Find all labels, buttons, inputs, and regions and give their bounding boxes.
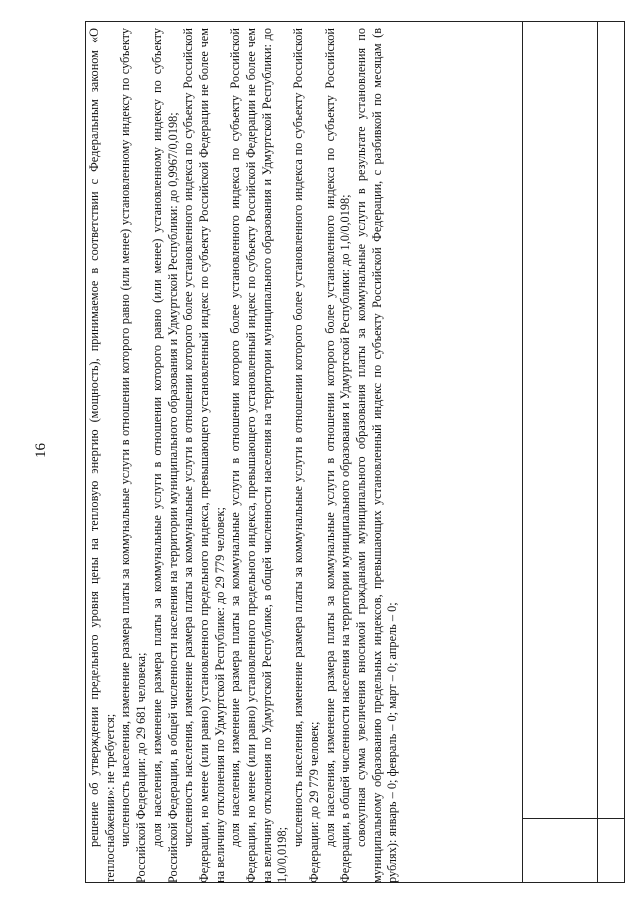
- paragraph: численность населения, изменение размера платы за коммунальные услуги в отношении которого более установленного индекса по субъекту Российской Федерации: до 29 779 человек;: [291, 28, 321, 883]
- paragraph: совокупная сумма увеличения вносимой гражданами муниципального образования платы за коммунальные услуги в результате установления по муниципальному образованию предельных индексов, превышающих установленный индекс по субъекту Российской Федерации, с разбивкой по месяцам (в рублях): январь – 0; февраль – 0; март – 0; апрель – 0;: [353, 28, 400, 883]
- rotated-page: [85, 21, 625, 883]
- paragraph: численность населения, изменение размера платы за коммунальные услуги в отношении которого равно (или менее) установленному индексу по субъекту Российской Федерации: до 29 681 человека;: [118, 28, 149, 883]
- paragraph: решение об утверждении предельного уровня цены на тепловую энергию (мощность), принимаемое в соответствии с Федеральным законом «О теплоснабжении»: не требуется;: [87, 28, 117, 883]
- table-divider: [522, 21, 523, 883]
- paragraph: доля населения, изменение размера платы за коммунальные услуги в отношении которого более установленного индекса по субъекту Российской Федерации, но менее (или равно) установленного предельного индекса, превышающего установленный индекс по субъекту Российской Федерации не более чем на величину отклонения по Удмуртской Республике, в общей численности населения на территории муниципального образования и Удмуртской Республики: до 1,0/0,0198;: [228, 28, 290, 883]
- paragraph: доля населения, изменение размера платы за коммунальные услуги в отношении которого равно (или менее) установленному индексу по субъекту Российской Федерации, в общей численности населения на территории муниципального образования и Удмуртской Республики: до 0,9967/0,0198;: [149, 28, 180, 883]
- document-text: [87, 28, 519, 883]
- table-divider: [597, 21, 598, 883]
- table-divider: [522, 818, 625, 819]
- paragraph: доля населения, изменение размера платы за коммунальные услуги в отношении которого более установленного индекса по субъекту Российской Федерации, в общей численности населения на территории муниципального образования и Удмуртской Республики: до 1,0/0,0198;: [322, 28, 353, 883]
- paragraph: численность населения, изменение размера платы за коммунальные услуги в отношении которого более установленного индекса по субъекту Российской Федерации, но менее (или равно) установленного предельного индекса, превышающего установленный индекс по субъекту Российской Федерации не более чем на величину отклонения по Удмуртской Республике: до 29 779 человек;: [181, 28, 227, 883]
- page-number: 16: [33, 443, 49, 458]
